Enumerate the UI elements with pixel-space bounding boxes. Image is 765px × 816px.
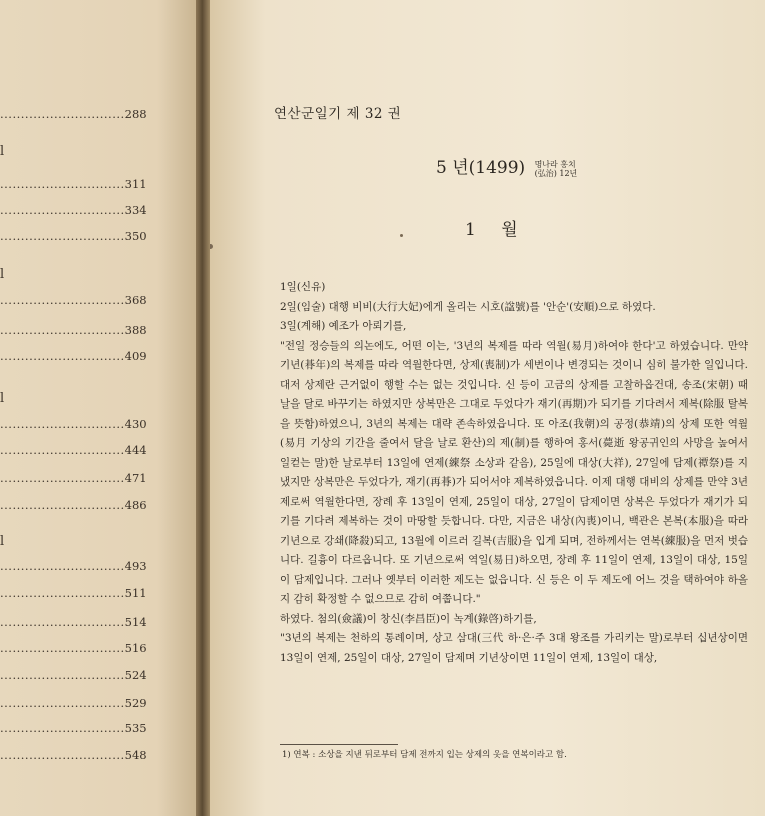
toc-leader-dots: .............................. [0,641,125,655]
toc-entry [0,107,147,121]
toc-entry [0,229,147,243]
toc-page-number: 524 [124,668,147,682]
footnote-divider [280,744,398,745]
year-heading [436,153,577,178]
toc-page-number: 288 [124,107,147,121]
toc-page-number: 388 [124,323,147,337]
quote-paragraph: "3년의 복제는 천하의 통례이며, 상고 삼대(三代 하·은·주 3대 왕조를 가리키는 말)로부터 십년상이면 13일이 연제, 25일이 대상, 27일이 담제며 기년상이면 11일이 연제, 13일이 대상, [280,632,748,664]
narration-paragraph: 하였다. 첨의(僉議)이 창신(李昌臣)이 녹계(錄啓)하기를, [280,612,537,625]
toc-leader-dots: .............................. [0,559,125,573]
toc-leader-dots: .............................. [0,668,125,682]
toc-page-number: 529 [124,696,147,710]
toc-entry [0,615,147,629]
toc-page-number: 311 [124,177,147,191]
toc-entry [0,293,147,307]
toc-page-number: 493 [124,559,147,573]
body-text [280,278,748,668]
entry-day-3: 3일(계해) 예조가 아뢰기를, [280,320,407,332]
toc-entry [0,559,147,573]
toc-leader-dots: .............................. [0,229,125,243]
toc-leader-dots: .............................. [0,696,125,710]
book-gutter [196,0,210,816]
toc-page-number: 471 [124,471,147,485]
running-header: 연산군일기 제 32 권 [274,106,402,122]
toc-leader-dots: .............................. [0,107,125,121]
toc-leader-dots: .............................. [0,293,125,307]
entry-day-1: 1일(신유) [280,281,326,293]
toc-entry [0,696,147,710]
toc-page-number: 511 [124,586,147,600]
toc-page-number: 350 [124,229,147,243]
toc-leader-dots: .............................. [0,498,125,512]
toc-leader-dots: .............................. [0,615,125,629]
toc-entry [0,586,147,600]
toc-section-mark: l [0,267,5,282]
footnote: 1) 연복 : 소상을 지낸 뒤로부터 담제 전까지 입는 상제의 옷을 연복이라고 함. [282,750,567,760]
entry-day-2: 2일(임술) 대행 비비(大行大妃)에게 올리는 시호(諡號)를 '안순'(安順)으로 하였다. [280,300,656,313]
page-stain [210,244,213,249]
toc-section-mark: l [0,391,5,406]
toc-entry [0,349,147,363]
toc-entry [0,203,147,217]
right-page [210,0,765,816]
toc-entry [0,641,147,655]
year-note-line2: (弘治) 12년 [534,168,578,178]
left-page [0,0,196,816]
quote-paragraph: "전일 정승들의 의논에도, 어떤 이는, '3년의 복제를 따라 역월(易月)하여야 한다'고 하였습니다. 만약 기년(朞年)의 복제를 따라 역월한다면, 상제(喪制)가 세번이나 변경되는 것이니 심히 불가한 일입니다. 대저 상제란 근거없이 행할 수는 없는 것입니다. 신 등이 고금의 상제를 고찰하옵건대, 송조(宋朝) 때 날을 달로 바꾸기는 하였지만 상복만은 그대로 두었다가 재기(再期)가 되기를 기다려서 제복(除服 탈복을 뜻함)하였으니, 3년의 복제는 대략 존속하였읍니다. 또 아조(我朝)의 공정(恭靖)의 상제 또한 역월(易月 기상의 기간을 줄여서 달을 날로 환산)의 제(制)를 행하여 홍서(薨逝 왕공귀인의 사망을 높여서 일컫는 말)한 날로부터 13일에 연제(練祭 소상과 같음), 25일에 대상(大祥), 27일에 담제(禫祭)를 지냈지만 상복만은 두었다가, 재기(再朞)가 되어서야 제복하였읍니다. 이제 대행 대비의 상제를 만약 3년제로써 역월한다면, 장례 후 13일이 연제, 25일이 대상, 27일이 담제이면 상복은 두었다가 재기가 되기를 기다려 제복하는 것이 마땅할 듯합니다. 다만, 지금은 내상(內喪)이니, 백관은 본복(本服)을 따라 기년으로 강쇄(降殺)되고, 13월에 이르러 길복(吉服)을 입게 되며, 전하께서는 연복(練服)을 먼저 벗습니다. 길흉이 다르옵니다. 또 기년으로써 역일(易日)하오면, 장례 후 11일이 연제, 13일이 대상, 15일이 담제입니다. 그러나 옛부터 이러한 제도는 없읍니다. 신 등은 이 두 제도에 어느 것을 택하여야 하올지 감히 확정할 수 없으므로 감히 여쭙니다." [280,339,748,605]
toc-page-number: 334 [124,203,147,217]
toc-entry [0,471,147,485]
toc-leader-dots: .............................. [0,417,125,431]
toc-entry [0,668,147,682]
toc-leader-dots: .............................. [0,586,125,600]
toc-entry [0,443,147,457]
toc-page-number: 430 [124,417,147,431]
toc-page-number: 444 [124,443,147,457]
toc-page-number: 548 [124,748,147,762]
toc-entry [0,323,147,337]
toc-leader-dots: .............................. [0,323,125,337]
toc-entry [0,748,147,762]
toc-leader-dots: .............................. [0,177,125,191]
year-heading-note [535,160,578,178]
toc-section-mark: l [0,534,5,549]
month-heading: 1 월 [465,220,528,240]
toc-page-number: 368 [124,293,147,307]
toc-entry [0,721,147,735]
toc-leader-dots: .............................. [0,443,125,457]
toc-leader-dots: .............................. [0,471,125,485]
toc-leader-dots: .............................. [0,203,125,217]
toc-leader-dots: .............................. [0,748,125,762]
toc-entry [0,417,147,431]
toc-page-number: 486 [124,498,147,512]
toc-leader-dots: .............................. [0,349,125,363]
year-heading-text: 5 년(1499) [436,158,526,178]
toc-page-number: 535 [124,721,147,735]
toc-page-number: 516 [124,641,147,655]
toc-page-number: 409 [124,349,147,363]
toc-section-mark: l [0,144,5,159]
year-note-line1: 명나라 홍치 [534,159,576,169]
toc-leader-dots: .............................. [0,721,125,735]
toc-page-number: 514 [124,615,147,629]
page-stain [400,234,403,237]
toc-entry [0,177,147,191]
toc-entry [0,498,147,512]
